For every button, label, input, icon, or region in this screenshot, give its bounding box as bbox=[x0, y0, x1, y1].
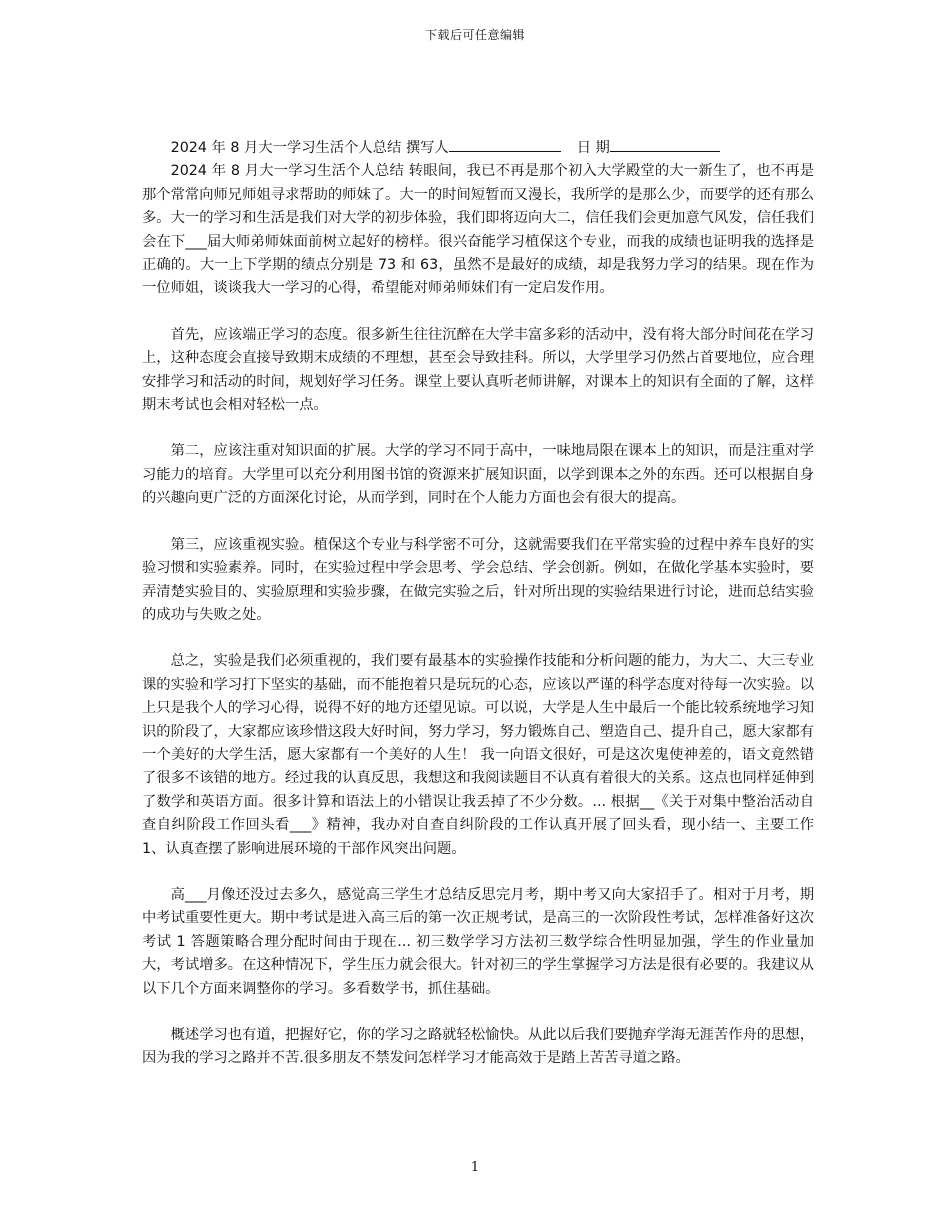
page-header-note: 下载后可任意编辑 bbox=[424, 28, 525, 42]
document-title: 2024 年 8 月大一学习生活个人总结 撰写人 bbox=[170, 140, 449, 156]
date-label: 日 期 bbox=[576, 140, 610, 156]
paragraph-overview: 概述学习也有道，把握好它，你的学习之路就轻松愉快。从此以后我们要抛弃学海无涯苦作舟的思想，因为我的学习之路并不苦.很多朋友不禁发问怎样学习才能高效于是踏上苦苦寻道之路。 bbox=[142, 1027, 814, 1067]
paragraph-intro: 2024 年 8 月大一学习生活个人总结 转眼间，我已不再是那个初入大学殿堂的大一新生了，也不再是那个常常向师兄师姐寻求帮助的师妹了。大一的时间短暂而又漫长，我所学的是那么少，而要学的还有那么多。大一的学习和生活是我们对大学的初步体验，我们即将迈向大二，信任我们会更加意气风发，信任我们会在下___届大师弟师妹面前树立起好的榜样。很兴奋能学习植保这个专业，而我的成绩也证明我的选择是正确的。大一上下学期的绩点分别是 73 和 63，虽然不是最好的成绩，却是我努力学习的结果。现在作为一位师姐，谈谈我大一学习的心得，希望能对师弟师妹们有一定启发作用。 bbox=[142, 163, 814, 297]
paragraph-second: 第二，应该注重对知识面的扩展。大学的学习不同于高中，一味地局限在课本上的知识，而是注重对学习能力的培育。大学里可以充分利用图书馆的资源来扩展知识面，以学到课本之外的东西。还可以根据自身的兴趣向更广泛的方面深化讨论，从而学到，同时在个人能力方面也会有很大的提高。 bbox=[142, 443, 814, 507]
date-blank bbox=[610, 136, 720, 152]
page-number: 1 bbox=[470, 1160, 480, 1175]
title-line bbox=[142, 136, 814, 160]
paragraph-midterm: 高___月像还没过去多久，感觉高三学生才总结反思完月考，期中考又向大家招手了。相对于月考，期中考试重要性更大。期中考试是进入高三后的第一次正规考试，是高三的一次阶段性考试，怎样准备好这次考试 1 答题策略合理分配时间由于现在... 初三数学学习方法初三数学综合性明显加强，学生的作业量加大，考试增多。在这种情况下，学生压力就会很大。针对初三的学生掌握学习方法是很有必要的。我建议从以下几个方面来调整你的学习。多看数学书，抓住基础。 bbox=[142, 886, 814, 997]
document-body bbox=[142, 136, 814, 1071]
paragraph-first: 首先，应该端正学习的态度。很多新生往往沉醉在大学丰富多彩的活动中，没有将大部分时间花在学习上，这种态度会直接导致期末成绩的不理想，甚至会导致挂科。所以，大学里学习仍然占首要地位，应合理安排学习和活动的时间，规划好学习任务。课堂上要认真听老师讲解，对课本上的知识有全面的了解，这样期末考试也会相对轻松一点。 bbox=[142, 326, 814, 414]
paragraph-summary: 总之，实验是我们必须重视的，我们要有最基本的实验操作技能和分析问题的能力，为大二、大三专业课的实验和学习打下坚实的基础，而不能抱着只是玩玩的心态，应该以严谨的科学态度对待每一次实验。以上只是我个人的学习心得，说得不好的地方还望见谅。可以说，大学是人生中最后一个能比较系统地学习知识的阶段了，大家都应该珍惜这段大好时间，努力学习，努力锻炼自己、塑造自己、提升自己，愿大家都有一个美好的大学生活，愿大家都有一个美好的人生！ 我一向语文很好，可是这次鬼使神差的，语文竟然错了很多不该错的地方。经过我的认真反思，我想这和我阅读题目不认真有着很大的关系。这点也同样延伸到了数学和英语方面。很多计算和语法上的小错误让我丢掉了不少分数。... 根据__《关于对集中整治活动自查自纠阶段工作回头看___》精神，我办对自查自纠阶段的工作认真开展了回头看，现小结一、主要工作 1、认真查摆了影响进展环境的干部作风突出问题。 bbox=[142, 653, 814, 857]
paragraph-third: 第三，应该重视实验。植保这个专业与科学密不可分，这就需要我们在平常实验的过程中养车良好的实验习惯和实验素养。同时，在实验过程中学会思考、学会总结、学会创新。例如，在做化学基本实验时，要弄清楚实验目的、实验原理和实验步骤，在做完实验之后，针对所出现的实验结果进行讨论，进而总结实验的成功与失败之处。 bbox=[142, 536, 814, 623]
author-blank bbox=[449, 136, 561, 152]
